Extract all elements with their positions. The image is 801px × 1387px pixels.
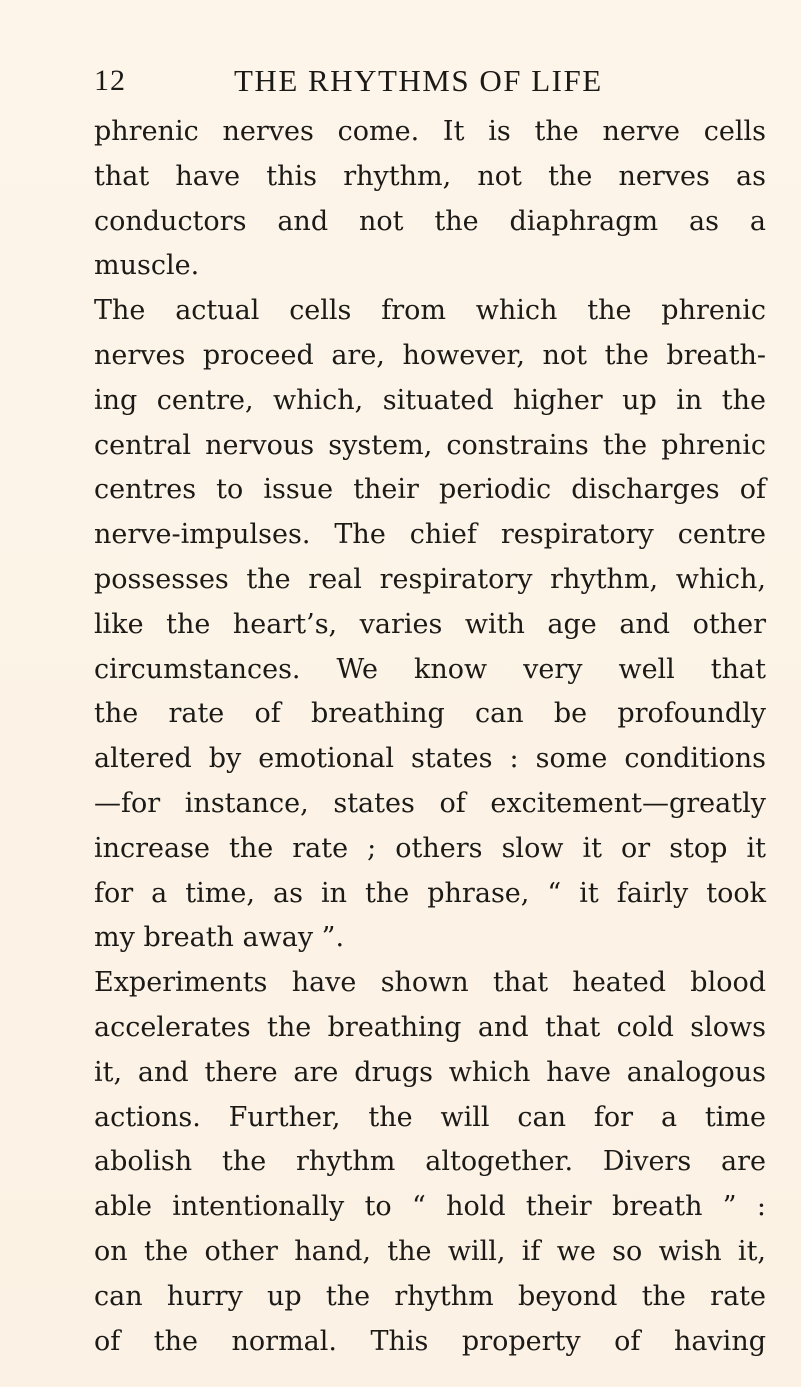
text-line: actions. Further, the will can for a time [94, 1101, 766, 1133]
text-line: abolish the rhythm altogether. Divers are [94, 1146, 766, 1178]
page-header [94, 60, 761, 102]
text-line: able intentionally to “ hold their breath ” : [94, 1191, 766, 1223]
text-line: the rate of breathing can be profoundly [94, 698, 766, 730]
text-line: altered by emotional states : some conditions [94, 743, 766, 775]
text-line: that have this rhythm, not the nerves as [94, 160, 766, 192]
text-line: my breath away ”. [94, 922, 345, 954]
text-line: increase the rate ; others slow it or stop it [94, 832, 766, 864]
running-head: THE RHYTHMS OF LIFE [234, 63, 603, 98]
body-text [94, 110, 766, 1364]
text-line: it, and there are drugs which have analogous [94, 1056, 766, 1088]
page-number: 12 [94, 64, 126, 97]
text-line: muscle. [94, 250, 200, 282]
text-line: —for instance, states of excitement—greatly [94, 787, 766, 819]
text-line: nerves proceed are, however, not the breath- [94, 339, 766, 371]
text-line: can hurry up the rhythm beyond the rate [94, 1280, 766, 1312]
text-line: The actual cells from which the phrenic [94, 295, 766, 327]
text-line: nerve-impulses. The chief respiratory centre [94, 519, 766, 551]
text-line: Experiments have shown that heated blood [94, 967, 766, 999]
text-line: for a time, as in the phrase, “ it fairly took [94, 877, 766, 909]
text-line: circumstances. We know very well that [94, 653, 766, 685]
text-line: possesses the real respiratory rhythm, which, [94, 563, 766, 595]
text-line: like the heart’s, varies with age and other [94, 608, 766, 640]
text-line: conductors and not the diaphragm as a [94, 205, 766, 237]
text-line: centres to issue their periodic discharges of [94, 474, 766, 506]
text-line: on the other hand, the will, if we so wish it, [94, 1235, 766, 1267]
text-line: accelerates the breathing and that cold slows [94, 1011, 766, 1043]
text-line: ing centre, which, situated higher up in the [94, 384, 766, 416]
text-line: of the normal. This property of having [94, 1325, 766, 1357]
text-line: phrenic nerves come. It is the nerve cells [94, 116, 766, 147]
text-line: central nervous system, constrains the phrenic [94, 429, 766, 461]
